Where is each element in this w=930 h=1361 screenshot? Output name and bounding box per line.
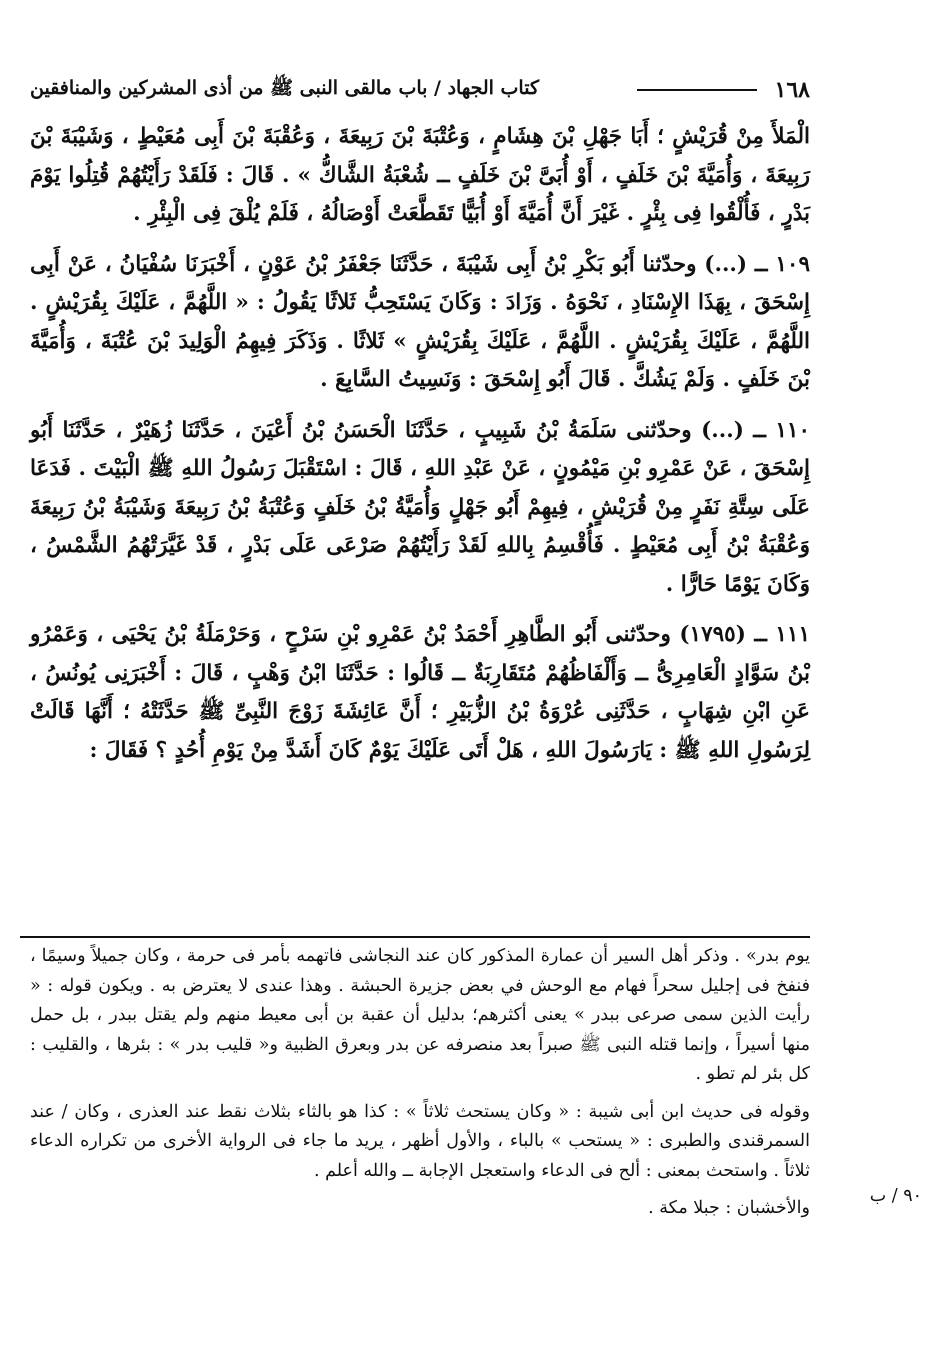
hadith-109: ١٠٩ ــ (...) وحدّثنا أَبُو بَكْرِ بْنُ أَبِى شَيْبَةَ ، حَدَّثَنَا جَعْفَرُ بْنُ عَوْنٍ ، أَخْبَرَنَا سُفْيَانُ ، عَنْ أَبِى إِسْحَقَ ، بِهَذَا الإِسْنَادِ ، نَحْوَهُ . وَزَادَ : وَكَانَ يَسْتَحِبُّ ثَلاثًا يَقُولُ : « اللَّهُمَّ ، عَلَيْكَ بِقُرَيْشٍ . اللَّهُمَّ ، عَلَيْكَ بِقُرَيْشٍ . اللَّهُمَّ ، عَلَيْكَ بِقُرَيْشٍ » ثَلاثًا . وَذَكَرَ فِيهِمُ الْوَلِيدَ بْنَ عُتْبَةَ ، وَأُمَيَّةَ بْنَ خَلَفٍ . وَلَمْ يَشُكَّ . قَالَ أَبُو إِسْحَقَ : وَنَسِيتُ السَّابِعَ .	[30, 251, 810, 392]
main-text	[30, 118, 810, 782]
paragraph-continuation: الْمَلأَ مِنْ قُرَيْشٍ ؛ أَبَا جَهْلِ بْنَ هِشَامٍ ، وَعُتْبَةَ بْنَ رَبِيعَةَ ، وَعُقْبَةَ بْنَ أَبِى مُعَيْطٍ ، وَشَيْبَةَ بْنَ رَبِيعَةَ ، وَأُمَيَّةَ بْنَ خَلَفٍ ، أَوْ أُبَىَّ بْنَ خَلَفٍ ــ شُعْبَةُ الشَّاكُّ » . قَالَ : فَلَقَدْ رَأَيْتُهُمْ قُتِلُوا يَوْمَ بَدْرٍ ، فَأُلْقُوا فِى بِئْرٍ . غَيْرَ أَنَّ أُمَيَّةَ أَوْ أُبَيًّا تَقَطَّعَتْ أَوْصَالُهُ ، فَلَمْ يُلْقَ فِى الْبِئْرِ .	[30, 124, 810, 226]
footnote-paragraph: والأخشبان : جبلا مكة .	[648, 1198, 810, 1218]
margin-note: ٩٠ / ب	[869, 1186, 922, 1206]
header-rule	[637, 89, 757, 91]
hadith-110: ١١٠ ــ (...) وحدّثنى سَلَمَةُ بْنُ شَبِيبٍ ، حَدَّثَنَا الْحَسَنُ بْنُ أَعْيَنَ ، حَدَّثَنَا زُهَيْرٌ ، حَدَّثَنَا أَبُو إِسْحَقَ ، عَنْ عَمْرِو بْنِ مَيْمُونٍ ، عَنْ عَبْدِ اللهِ ، قَالَ : اسْتَقْبَلَ رَسُولُ اللهِ ﷺ الْبَيْتَ . فَدَعَا عَلَى سِتَّةِ نَفَرٍ مِنْ قُرَيْشٍ ، فِيهِمْ أَبُو جَهْلٍ وَأُمَيَّةُ بْنُ خَلَفٍ وَعُتْبَةُ بْنُ رَبِيعَةَ وَشَيْبَةُ بْنُ رَبِيعَةَ وَعُقْبَةُ بْنُ أَبِى مُعَيْطٍ . فَأُقْسِمُ بِاللهِ لَقَدْ رَأَيْتُهُمْ صَرْعَى عَلَى بَدْرٍ ، قَدْ غَيَّرَتْهُمُ الشَّمْسُ ، وَكَانَ يَوْمًا حَارًّا .	[30, 417, 810, 597]
running-title: كتاب الجهاد / باب مالقى النبى ﷺ من أذى المشركين والمنافقين	[30, 77, 539, 99]
page-header	[30, 70, 810, 110]
footnote-paragraph: يوم بدر» . وذكر أهل السير أن عمارة المذكور كان عند النجاشى فاتهمه بأمر فى حرمة ، وكان جميلاً وسيمًا ، فنفخ فى إجليل سحراً فهام مع الوحش في بعض جزيرة الحبشة . وهذا عندى لا يعترض به . ويكون قوله : « رأيت الذين سمى صرعى ببدر » يعنى أكثرهم؛ بدليل أن عقبة بن أبى معيط منهم ولم يقتل ببدر ، بل حمل منها أسيراً ، وإنما قتله النبى ﷺ صبراً بعد منصرفه عن بدر وبعرق الظبية و« قليب بدر » : بئرها ، والقليب : كل بئر لم تطو .	[30, 946, 810, 1084]
footnotes	[30, 942, 810, 1232]
hadith-111: ١١١ ــ (١٧٩٥) وحدّثنى أَبُو الطَّاهِرِ أَحْمَدُ بْنُ عَمْرِو بْنِ سَرْحٍ ، وَحَرْمَلَةُ بْنُ يَحْيَى ، وَعَمْرُو بْنُ سَوَّادٍ الْعَامِرِىُّ ــ وَأَلْفَاظُهُمْ مُتَقَارِبَةٌ ــ قَالُوا : حَدَّثَنَا ابْنُ وَهْبٍ ، قَالَ : أَخْبَرَنِى يُونُسُ ، عَنِ ابْنِ شِهَابٍ ، حَدَّثَنِى عُرْوَةُ بْنُ الزُّبَيْرِ ؛ أَنَّ عَائِشَةَ زَوْجَ النَّبِىِّ ﷺ حَدَّثَتْهُ ؛ أَنَّهَا قَالَتْ لِرَسُولِ اللهِ ﷺ : يَارَسُولَ اللهِ ، هَلْ أَتَى عَلَيْكَ يَوْمٌ كَانَ أَشَدَّ مِنْ يَوْمِ أُحُدٍ ؟ فَقَالَ :	[30, 622, 811, 763]
footnote-divider	[20, 936, 810, 938]
page-number: ١٦٨	[774, 77, 810, 103]
footnote-paragraph: وقوله فى حديث ابن أبى شيبة : « وكان يستحث ثلاثاً » : كذا هو بالثاء بثلاث نقط عند العذرى ، وكان / عند السمرقندى والطبرى : « يستحب » بالباء ، والأول أظهر ، يريد ما جاء فى الرواية الأخرى من تكراره الدعاء ثلاثاً . واستحث بمعنى : ألح فى الدعاء واستعجل الإجابة ــ والله أعلم .	[30, 1101, 810, 1181]
